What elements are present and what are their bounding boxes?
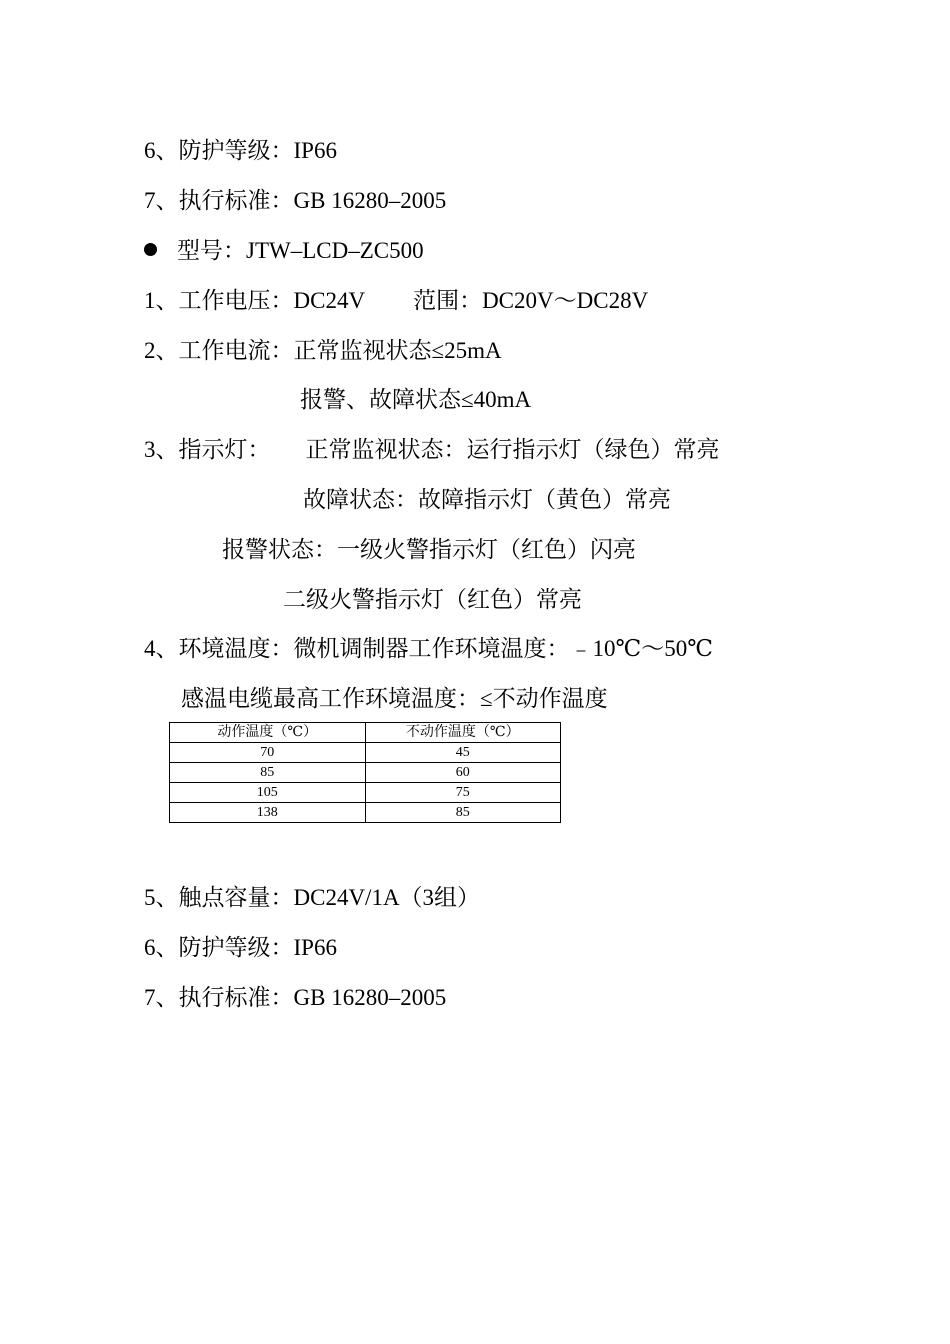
table-cell: 70: [170, 743, 366, 763]
table-cell: 75: [365, 783, 561, 803]
table-cell: 138: [170, 803, 366, 823]
indicator-label: 3、指示灯：: [144, 437, 271, 462]
spec-line-ambient-temp: 4、环境温度：微机调制器工作环境温度：﹣10℃～50℃: [144, 636, 713, 661]
table-row: [170, 743, 561, 763]
spec-line-current-alarm: 报警、故障状态≤40mA: [300, 387, 532, 412]
spec-line-indicator: [144, 436, 720, 464]
spec-line-standard: 7、执行标准：GB 16280–2005: [144, 188, 447, 213]
table-cell: 45: [365, 743, 561, 763]
table-row: [170, 783, 561, 803]
spec-line-protection-level: 6、防护等级：IP66: [144, 138, 337, 163]
spec-line-voltage: [144, 287, 648, 315]
table-cell: 85: [170, 763, 366, 783]
model-line: [144, 237, 424, 265]
table-cell: 60: [365, 763, 561, 783]
table-row: [170, 763, 561, 783]
table-row: [170, 803, 561, 823]
table-cell: 85: [365, 803, 561, 823]
table-header-cell: 动作温度（℃）: [170, 723, 366, 743]
spec-line-indicator-fault: 故障状态：故障指示灯（黄色）常亮: [303, 487, 671, 512]
table-cell: 105: [170, 783, 366, 803]
spec-line-indicator-alarm2: 二级火警指示灯（红色）常亮: [283, 587, 582, 612]
spec-line-indicator-alarm1: 报警状态：一级火警指示灯（红色）闪亮: [222, 537, 636, 562]
table-header-row: [170, 723, 561, 743]
table-header-cell: 不动作温度（℃）: [365, 723, 561, 743]
bullet-icon: [144, 243, 157, 256]
spec-line-contact-capacity: 5、触点容量：DC24V/1A（3组）: [144, 885, 481, 910]
spec-line-current: 2、工作电流：正常监视状态≤25mA: [144, 338, 502, 363]
indicator-normal-text: 正常监视状态：运行指示灯（绿色）常亮: [305, 437, 720, 462]
spec-line-cable-temp: 感温电缆最高工作环境温度：≤不动作温度: [181, 686, 608, 711]
spec-line-protection-level-2: 6、防护等级：IP66: [144, 935, 337, 960]
temperature-table: [169, 722, 561, 823]
spec-line-standard-2: 7、执行标准：GB 16280–2005: [144, 985, 447, 1010]
model-text: 型号：JTW–LCD–ZC500: [177, 238, 424, 263]
voltage-text: 1、工作电压：DC24V: [144, 288, 366, 313]
voltage-range-text: 范围：DC20V～DC28V: [413, 288, 649, 313]
